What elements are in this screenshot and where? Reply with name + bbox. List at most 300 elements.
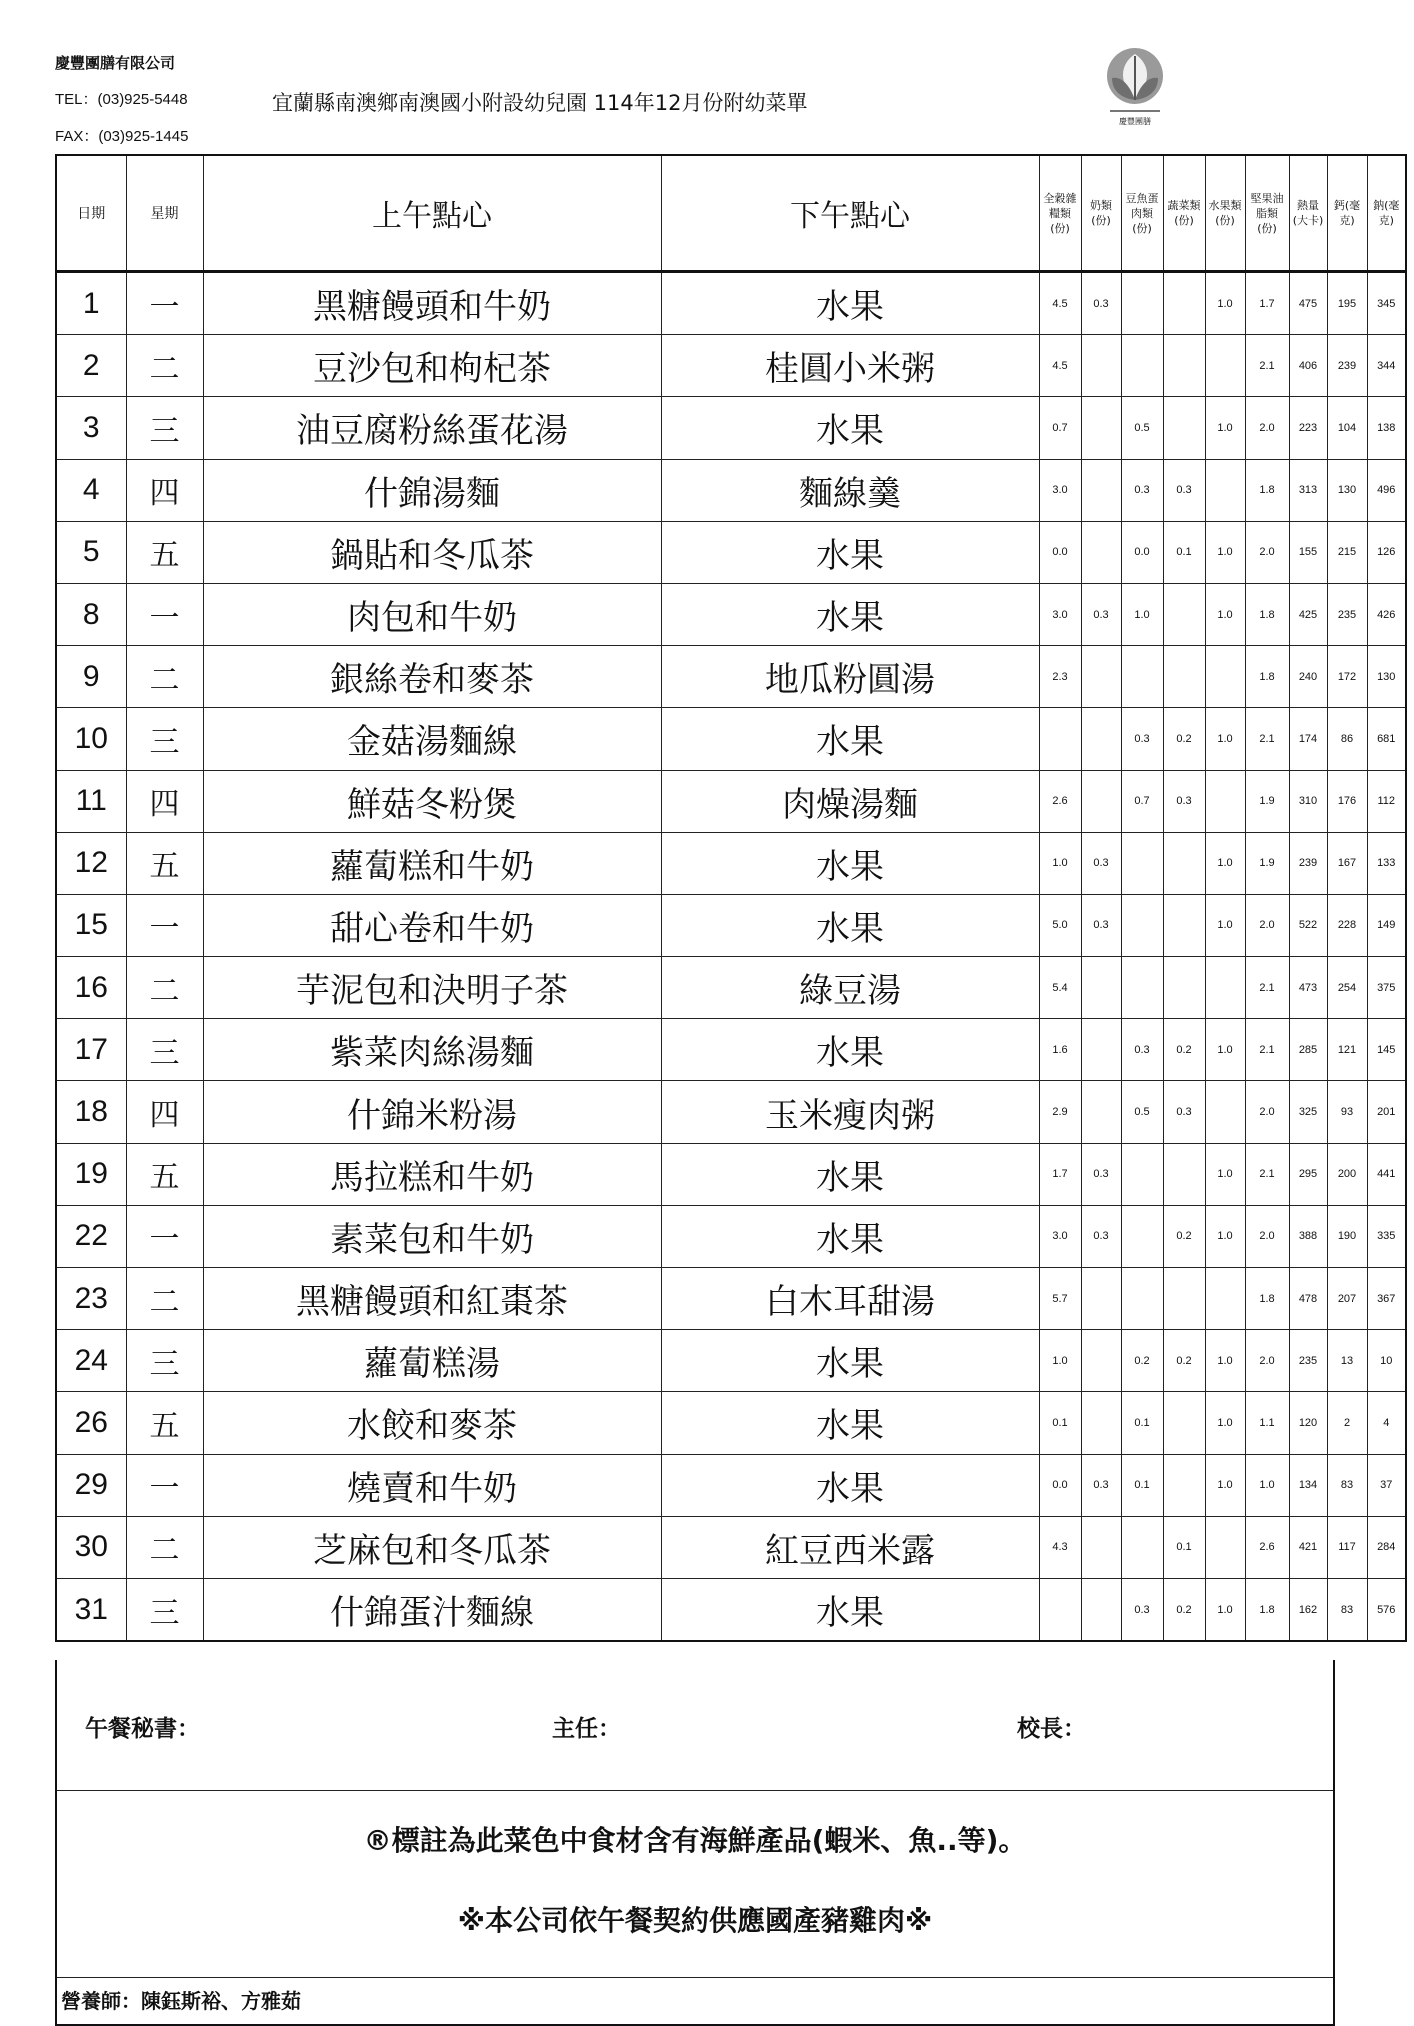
milk-cell [1081,708,1121,770]
secretary-signature: 午餐秘書： [85,1716,200,1742]
dietitian-names: 營養師：陳鈺斯裕、方雅茹 [61,1989,301,2013]
calories-cell: 325 [1289,1081,1327,1143]
weekday-cell: 一 [126,272,203,335]
weekday-cell: 四 [126,770,203,832]
weekday-cell: 五 [126,1143,203,1205]
protein-cell: 0.1 [1121,1392,1163,1454]
fat-cell: 2.1 [1245,1143,1289,1205]
fat-cell: 2.0 [1245,521,1289,583]
milk-cell: 0.3 [1081,272,1121,335]
table-row [56,1516,1406,1578]
milk-cell [1081,397,1121,459]
afternoon-snack-cell: 桂圓小米粥 [661,335,1039,397]
calcium-cell: 254 [1327,957,1367,1019]
date-cell: 10 [56,708,126,770]
fat-cell: 1.8 [1245,583,1289,645]
menu-table-body [56,272,1406,1642]
weekday-cell: 五 [126,1392,203,1454]
fruit-cell [1205,770,1245,832]
vegetable-cell [1163,646,1205,708]
fruit-cell: 1.0 [1205,1019,1245,1081]
weekday-cell: 二 [126,335,203,397]
company-tel: TEL：(03)925-5448 [55,91,188,108]
fruit-cell [1205,1516,1245,1578]
logo-text: 慶豐團膳 [1119,117,1151,126]
date-cell: 24 [56,1330,126,1392]
calories-cell: 223 [1289,397,1327,459]
grain-cell: 1.7 [1039,1143,1081,1205]
calcium-cell: 176 [1327,770,1367,832]
company-logo [1090,42,1180,142]
fat-cell: 2.0 [1245,397,1289,459]
vegetable-cell [1163,894,1205,956]
grain-cell: 2.6 [1039,770,1081,832]
fruit-cell: 1.0 [1205,397,1245,459]
fat-cell: 2.1 [1245,957,1289,1019]
grain-cell: 1.6 [1039,1019,1081,1081]
date-cell: 17 [56,1019,126,1081]
afternoon-snack-cell: 水果 [661,832,1039,894]
grain-cell: 2.9 [1039,1081,1081,1143]
calcium-cell: 195 [1327,272,1367,335]
morning-snack-cell: 紫菜肉絲湯麵 [203,1019,661,1081]
fat-cell: 2.0 [1245,1081,1289,1143]
weekday-cell: 二 [126,957,203,1019]
morning-snack-cell: 油豆腐粉絲蛋花湯 [203,397,661,459]
fruit-cell: 1.0 [1205,1205,1245,1267]
weekday-cell: 三 [126,397,203,459]
date-cell: 31 [56,1578,126,1641]
protein-cell [1121,894,1163,956]
protein-cell: 0.5 [1121,397,1163,459]
milk-cell [1081,1081,1121,1143]
grain-cell: 1.0 [1039,1330,1081,1392]
calcium-cell: 172 [1327,646,1367,708]
fruit-cell: 1.0 [1205,272,1245,335]
afternoon-snack-cell: 水果 [661,708,1039,770]
calcium-cell: 2 [1327,1392,1367,1454]
header-morning-snack: 上午點心 [203,155,661,272]
fruit-cell: 1.0 [1205,708,1245,770]
morning-snack-cell: 水餃和麥茶 [203,1392,661,1454]
calcium-cell: 93 [1327,1081,1367,1143]
afternoon-snack-cell: 水果 [661,397,1039,459]
date-cell: 2 [56,335,126,397]
fruit-cell: 1.0 [1205,583,1245,645]
weekday-cell: 三 [126,708,203,770]
morning-snack-cell: 什錦湯麵 [203,459,661,521]
fat-cell: 2.1 [1245,1019,1289,1081]
protein-cell: 0.5 [1121,1081,1163,1143]
fruit-cell: 1.0 [1205,1578,1245,1641]
calcium-cell: 215 [1327,521,1367,583]
table-row [56,1205,1406,1267]
table-row [56,1578,1406,1641]
vegetable-cell: 0.1 [1163,1516,1205,1578]
fruit-cell: 1.0 [1205,1454,1245,1516]
table-header-row [56,155,1406,272]
vegetable-cell: 0.3 [1163,459,1205,521]
fruit-cell [1205,335,1245,397]
grain-cell: 5.4 [1039,957,1081,1019]
table-row [56,1330,1406,1392]
protein-cell: 0.2 [1121,1330,1163,1392]
milk-cell [1081,1330,1121,1392]
calories-cell: 162 [1289,1578,1327,1641]
fruit-cell: 1.0 [1205,1143,1245,1205]
sodium-cell: 138 [1367,397,1406,459]
grain-cell [1039,1578,1081,1641]
fat-cell: 1.7 [1245,272,1289,335]
table-row [56,1143,1406,1205]
sodium-cell: 426 [1367,583,1406,645]
date-cell: 19 [56,1143,126,1205]
milk-cell: 0.3 [1081,894,1121,956]
grain-cell: 0.7 [1039,397,1081,459]
header-fruit: 水果類(份) [1205,155,1245,272]
table-row [56,459,1406,521]
sodium-cell: 367 [1367,1268,1406,1330]
fruit-cell: 1.0 [1205,1392,1245,1454]
date-cell: 16 [56,957,126,1019]
protein-cell: 0.1 [1121,1454,1163,1516]
seafood-note: ®標註為此菜色中食材含有海鮮產品(蝦米、魚..等)。 [363,1824,1027,1857]
milk-cell [1081,770,1121,832]
header-afternoon-snack: 下午點心 [661,155,1039,272]
calories-cell: 120 [1289,1392,1327,1454]
protein-cell: 0.3 [1121,459,1163,521]
afternoon-snack-cell: 水果 [661,1019,1039,1081]
protein-cell: 0.3 [1121,1019,1163,1081]
company-fax: FAX：(03)925-1445 [55,128,189,145]
weekday-cell: 三 [126,1019,203,1081]
fat-cell: 2.1 [1245,708,1289,770]
vegetable-cell: 0.2 [1163,1019,1205,1081]
table-row [56,770,1406,832]
table-row [56,957,1406,1019]
notes-section [57,1791,1333,1978]
afternoon-snack-cell: 肉燥湯麵 [661,770,1039,832]
director-signature: 主任： [552,1716,621,1742]
morning-snack-cell: 肉包和牛奶 [203,583,661,645]
morning-snack-cell: 芝麻包和冬瓜茶 [203,1516,661,1578]
weekday-cell: 一 [126,583,203,645]
table-row [56,832,1406,894]
grain-cell: 0.0 [1039,521,1081,583]
date-cell: 18 [56,1081,126,1143]
fruit-cell: 1.0 [1205,894,1245,956]
grain-cell: 4.3 [1039,1516,1081,1578]
morning-snack-cell: 銀絲卷和麥茶 [203,646,661,708]
calories-cell: 473 [1289,957,1327,1019]
grain-cell: 4.5 [1039,335,1081,397]
morning-snack-cell: 蘿蔔糕湯 [203,1330,661,1392]
date-cell: 30 [56,1516,126,1578]
afternoon-snack-cell: 水果 [661,894,1039,956]
milk-cell: 0.3 [1081,832,1121,894]
afternoon-snack-cell: 玉米瘦肉粥 [661,1081,1039,1143]
afternoon-snack-cell: 地瓜粉圓湯 [661,646,1039,708]
milk-cell [1081,335,1121,397]
morning-snack-cell: 黑糖饅頭和紅棗茶 [203,1268,661,1330]
vegetable-cell: 0.2 [1163,708,1205,770]
fat-cell: 2.0 [1245,1205,1289,1267]
milk-cell: 0.3 [1081,1454,1121,1516]
morning-snack-cell: 什錦米粉湯 [203,1081,661,1143]
sodium-cell: 4 [1367,1392,1406,1454]
sodium-cell: 145 [1367,1019,1406,1081]
fat-cell: 1.8 [1245,1578,1289,1641]
weekday-cell: 一 [126,1205,203,1267]
morning-snack-cell: 什錦蛋汁麵線 [203,1578,661,1641]
milk-cell [1081,521,1121,583]
vegetable-cell: 0.2 [1163,1330,1205,1392]
weekday-cell: 四 [126,459,203,521]
protein-cell: 0.3 [1121,1578,1163,1641]
fat-cell: 1.0 [1245,1454,1289,1516]
calcium-cell: 239 [1327,335,1367,397]
vegetable-cell: 0.1 [1163,521,1205,583]
grain-cell: 1.0 [1039,832,1081,894]
vegetable-cell [1163,272,1205,335]
morning-snack-cell: 金菇湯麵線 [203,708,661,770]
calcium-cell: 167 [1327,832,1367,894]
fruit-cell: 1.0 [1205,521,1245,583]
afternoon-snack-cell: 水果 [661,1578,1039,1641]
protein-cell [1121,272,1163,335]
sodium-cell: 201 [1367,1081,1406,1143]
milk-cell [1081,1392,1121,1454]
table-row [56,1268,1406,1330]
grain-cell: 0.1 [1039,1392,1081,1454]
table-row [56,1019,1406,1081]
afternoon-snack-cell: 水果 [661,521,1039,583]
calcium-cell: 83 [1327,1454,1367,1516]
morning-snack-cell: 素菜包和牛奶 [203,1205,661,1267]
fat-cell: 2.0 [1245,1330,1289,1392]
calcium-cell: 121 [1327,1019,1367,1081]
calories-cell: 155 [1289,521,1327,583]
menu-table [55,154,1407,1642]
milk-cell: 0.3 [1081,583,1121,645]
morning-snack-cell: 鍋貼和冬瓜茶 [203,521,661,583]
calcium-cell: 86 [1327,708,1367,770]
vegetable-cell: 0.3 [1163,1081,1205,1143]
header-protein: 豆魚蛋肉類(份) [1121,155,1163,272]
weekday-cell: 三 [126,1330,203,1392]
protein-cell [1121,1268,1163,1330]
weekday-cell: 二 [126,1516,203,1578]
weekday-cell: 三 [126,1578,203,1641]
afternoon-snack-cell: 水果 [661,1330,1039,1392]
date-cell: 29 [56,1454,126,1516]
date-cell: 12 [56,832,126,894]
header-fat: 堅果油脂類(份) [1245,155,1289,272]
afternoon-snack-cell: 麵線羹 [661,459,1039,521]
vegetable-cell [1163,1268,1205,1330]
protein-cell [1121,1516,1163,1578]
date-cell: 26 [56,1392,126,1454]
vegetable-cell [1163,957,1205,1019]
morning-snack-cell: 鮮菇冬粉煲 [203,770,661,832]
sodium-cell: 441 [1367,1143,1406,1205]
calories-cell: 522 [1289,894,1327,956]
sodium-cell: 335 [1367,1205,1406,1267]
weekday-cell: 二 [126,1268,203,1330]
header-calcium: 鈣(毫克) [1327,155,1367,272]
calcium-cell: 104 [1327,397,1367,459]
protein-cell [1121,1205,1163,1267]
fruit-cell [1205,1268,1245,1330]
afternoon-snack-cell: 水果 [661,1454,1039,1516]
morning-snack-cell: 甜心卷和牛奶 [203,894,661,956]
date-cell: 5 [56,521,126,583]
vegetable-cell [1163,335,1205,397]
fat-cell: 2.6 [1245,1516,1289,1578]
date-cell: 8 [56,583,126,645]
vegetable-cell [1163,1392,1205,1454]
principal-signature: 校長： [1017,1716,1086,1742]
date-cell: 1 [56,272,126,335]
protein-cell: 1.0 [1121,583,1163,645]
sodium-cell: 681 [1367,708,1406,770]
date-cell: 3 [56,397,126,459]
date-cell: 9 [56,646,126,708]
afternoon-snack-cell: 水果 [661,272,1039,335]
sodium-cell: 345 [1367,272,1406,335]
grain-cell: 5.7 [1039,1268,1081,1330]
page-title: 宜蘭縣南澳鄉南澳國小附設幼兒園 114年12月份附幼菜單 [272,91,808,115]
weekday-cell: 一 [126,1454,203,1516]
table-row [56,1454,1406,1516]
calcium-cell: 190 [1327,1205,1367,1267]
header-milk: 奶類(份) [1081,155,1121,272]
calories-cell: 240 [1289,646,1327,708]
header-sodium: 鈉(毫克) [1367,155,1406,272]
protein-cell [1121,957,1163,1019]
calcium-cell: 200 [1327,1143,1367,1205]
calories-cell: 239 [1289,832,1327,894]
weekday-cell: 五 [126,832,203,894]
fat-cell: 1.9 [1245,770,1289,832]
sodium-cell: 375 [1367,957,1406,1019]
calcium-cell: 130 [1327,459,1367,521]
calories-cell: 478 [1289,1268,1327,1330]
protein-cell [1121,1143,1163,1205]
calories-cell: 295 [1289,1143,1327,1205]
header-vegetable: 蔬菜類(份) [1163,155,1205,272]
fat-cell: 2.1 [1245,335,1289,397]
protein-cell [1121,335,1163,397]
milk-cell [1081,1268,1121,1330]
grain-cell: 2.3 [1039,646,1081,708]
fat-cell: 2.0 [1245,894,1289,956]
afternoon-snack-cell: 綠豆湯 [661,957,1039,1019]
vegetable-cell [1163,397,1205,459]
calcium-cell: 117 [1327,1516,1367,1578]
calories-cell: 235 [1289,1330,1327,1392]
calories-cell: 421 [1289,1516,1327,1578]
milk-cell [1081,646,1121,708]
grain-cell: 4.5 [1039,272,1081,335]
milk-cell: 0.3 [1081,1205,1121,1267]
company-name: 慶豐團膳有限公司 [55,54,176,72]
vegetable-cell [1163,832,1205,894]
afternoon-snack-cell: 紅豆西米露 [661,1516,1039,1578]
calories-cell: 388 [1289,1205,1327,1267]
sodium-cell: 576 [1367,1578,1406,1641]
protein-cell: 0.3 [1121,708,1163,770]
afternoon-snack-cell: 水果 [661,1143,1039,1205]
morning-snack-cell: 蘿蔔糕和牛奶 [203,832,661,894]
afternoon-snack-cell: 水果 [661,583,1039,645]
wheat-logo-icon [1090,42,1180,122]
date-cell: 22 [56,1205,126,1267]
date-cell: 4 [56,459,126,521]
milk-cell [1081,1578,1121,1641]
protein-cell [1121,832,1163,894]
calcium-cell: 83 [1327,1578,1367,1641]
calcium-cell: 207 [1327,1268,1367,1330]
sodium-cell: 344 [1367,335,1406,397]
sodium-cell: 126 [1367,521,1406,583]
calories-cell: 174 [1289,708,1327,770]
sodium-cell: 496 [1367,459,1406,521]
date-cell: 15 [56,894,126,956]
calcium-cell: 228 [1327,894,1367,956]
calories-cell: 285 [1289,1019,1327,1081]
afternoon-snack-cell: 水果 [661,1392,1039,1454]
grain-cell: 5.0 [1039,894,1081,956]
fat-cell: 1.1 [1245,1392,1289,1454]
calories-cell: 425 [1289,583,1327,645]
morning-snack-cell: 芋泥包和決明子茶 [203,957,661,1019]
fat-cell: 1.9 [1245,832,1289,894]
sodium-cell: 149 [1367,894,1406,956]
vegetable-cell [1163,583,1205,645]
table-row [56,335,1406,397]
table-row [56,1081,1406,1143]
header-date: 日期 [56,155,126,272]
vegetable-cell: 0.3 [1163,770,1205,832]
calories-cell: 475 [1289,272,1327,335]
fat-cell: 1.8 [1245,459,1289,521]
sodium-cell: 133 [1367,832,1406,894]
calories-cell: 406 [1289,335,1327,397]
fruit-cell: 1.0 [1205,832,1245,894]
table-row [56,646,1406,708]
weekday-cell: 四 [126,1081,203,1143]
header-calories: 熱量(大卡) [1289,155,1327,272]
grain-cell: 3.0 [1039,583,1081,645]
table-row [56,894,1406,956]
protein-cell: 0.7 [1121,770,1163,832]
fat-cell: 1.8 [1245,1268,1289,1330]
meat-origin-note: ※本公司依午餐契約供應國產豬雞肉※ [457,1904,933,1937]
sodium-cell: 37 [1367,1454,1406,1516]
milk-cell [1081,1019,1121,1081]
calcium-cell: 13 [1327,1330,1367,1392]
vegetable-cell [1163,1143,1205,1205]
fat-cell: 1.8 [1245,646,1289,708]
date-cell: 23 [56,1268,126,1330]
morning-snack-cell: 馬拉糕和牛奶 [203,1143,661,1205]
header-grain: 全穀雜糧類(份) [1039,155,1081,272]
fruit-cell [1205,646,1245,708]
fruit-cell [1205,459,1245,521]
weekday-cell: 一 [126,894,203,956]
grain-cell: 0.0 [1039,1454,1081,1516]
